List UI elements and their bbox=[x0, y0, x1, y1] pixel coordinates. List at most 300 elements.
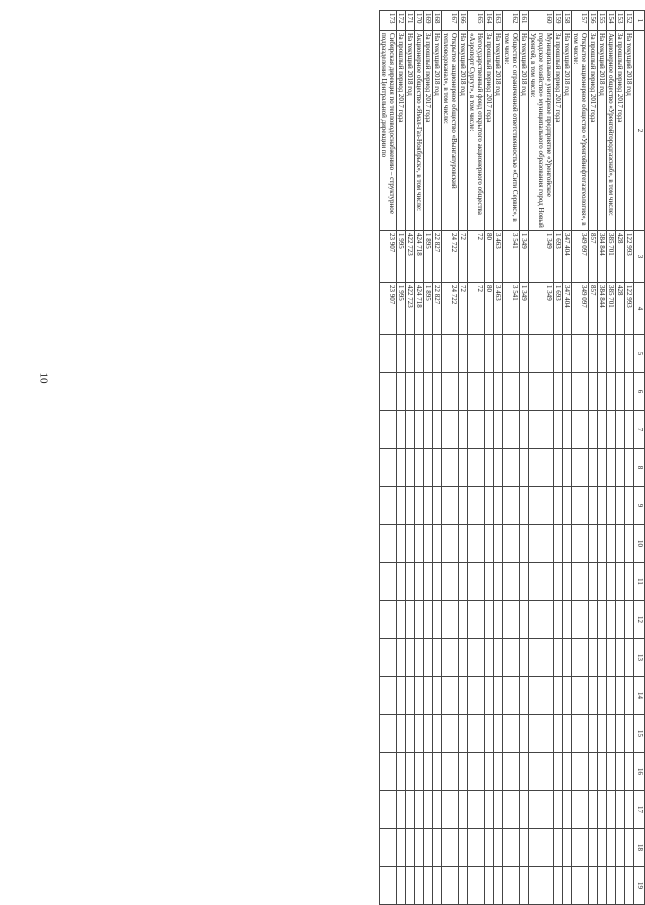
empty-cell bbox=[607, 487, 616, 525]
table-row bbox=[459, 11, 468, 905]
empty-cell bbox=[616, 487, 625, 525]
empty-cell bbox=[503, 335, 520, 373]
empty-cell bbox=[406, 563, 415, 601]
empty-cell bbox=[607, 639, 616, 677]
empty-cell bbox=[485, 829, 494, 867]
empty-cell bbox=[442, 753, 459, 791]
empty-cell bbox=[468, 867, 485, 905]
empty-cell bbox=[406, 411, 415, 449]
empty-cell bbox=[554, 715, 563, 753]
table-row bbox=[485, 11, 494, 905]
empty-cell bbox=[442, 373, 459, 411]
table-row bbox=[616, 11, 625, 905]
row-number: 172 bbox=[397, 11, 406, 31]
empty-cell bbox=[406, 449, 415, 487]
empty-cell bbox=[529, 487, 554, 525]
empty-cell bbox=[563, 677, 572, 715]
empty-cell bbox=[503, 639, 520, 677]
column-header: 15 bbox=[634, 715, 645, 753]
empty-cell bbox=[563, 715, 572, 753]
empty-cell bbox=[397, 563, 406, 601]
empty-cell bbox=[485, 449, 494, 487]
empty-cell bbox=[572, 601, 589, 639]
empty-cell bbox=[397, 411, 406, 449]
empty-cell bbox=[554, 563, 563, 601]
empty-cell bbox=[520, 753, 529, 791]
empty-cell bbox=[415, 525, 424, 563]
empty-cell bbox=[572, 487, 589, 525]
empty-cell bbox=[433, 753, 442, 791]
empty-cell bbox=[459, 753, 468, 791]
empty-cell bbox=[459, 639, 468, 677]
value-col4: 347 404 bbox=[563, 283, 572, 335]
value-col3: 1 349 bbox=[520, 231, 529, 283]
empty-cell bbox=[380, 373, 397, 411]
empty-cell bbox=[442, 335, 459, 373]
table-row bbox=[589, 11, 598, 905]
empty-cell bbox=[485, 373, 494, 411]
empty-cell bbox=[415, 563, 424, 601]
empty-cell bbox=[520, 677, 529, 715]
empty-cell bbox=[485, 867, 494, 905]
value-col4: 384 844 bbox=[598, 283, 607, 335]
empty-cell bbox=[459, 411, 468, 449]
empty-cell bbox=[494, 487, 503, 525]
empty-cell bbox=[589, 639, 598, 677]
empty-cell bbox=[563, 639, 572, 677]
value-col4: 3 541 bbox=[503, 283, 520, 335]
empty-cell bbox=[572, 867, 589, 905]
empty-cell bbox=[485, 335, 494, 373]
empty-cell bbox=[424, 829, 433, 867]
empty-cell bbox=[554, 411, 563, 449]
empty-cell bbox=[485, 715, 494, 753]
row-number: 162 bbox=[503, 11, 520, 31]
empty-cell bbox=[468, 373, 485, 411]
empty-cell bbox=[598, 867, 607, 905]
column-header: 6 bbox=[634, 373, 645, 411]
empty-cell bbox=[554, 867, 563, 905]
empty-cell bbox=[554, 373, 563, 411]
empty-cell bbox=[589, 373, 598, 411]
empty-cell bbox=[494, 373, 503, 411]
empty-cell bbox=[520, 563, 529, 601]
empty-cell bbox=[415, 753, 424, 791]
empty-cell bbox=[554, 753, 563, 791]
value-col4: 1 895 bbox=[424, 283, 433, 335]
empty-cell bbox=[485, 411, 494, 449]
row-number: 169 bbox=[424, 11, 433, 31]
empty-cell bbox=[380, 601, 397, 639]
empty-cell bbox=[406, 677, 415, 715]
empty-cell bbox=[485, 487, 494, 525]
empty-cell bbox=[589, 677, 598, 715]
empty-cell bbox=[616, 639, 625, 677]
empty-cell bbox=[554, 677, 563, 715]
empty-cell bbox=[529, 753, 554, 791]
empty-cell bbox=[468, 639, 485, 677]
empty-cell bbox=[520, 373, 529, 411]
value-col4: 385 701 bbox=[607, 283, 616, 335]
empty-cell bbox=[380, 335, 397, 373]
empty-cell bbox=[397, 867, 406, 905]
empty-cell bbox=[468, 753, 485, 791]
value-col3: 424 718 bbox=[415, 231, 424, 283]
empty-cell bbox=[529, 601, 554, 639]
empty-cell bbox=[380, 791, 397, 829]
data-table bbox=[379, 10, 645, 905]
row-number: 171 bbox=[406, 11, 415, 31]
empty-cell bbox=[459, 677, 468, 715]
empty-cell bbox=[529, 449, 554, 487]
empty-cell bbox=[529, 639, 554, 677]
empty-cell bbox=[459, 715, 468, 753]
value-col3: 22 827 bbox=[433, 231, 442, 283]
empty-cell bbox=[598, 715, 607, 753]
empty-cell bbox=[598, 753, 607, 791]
empty-cell bbox=[503, 449, 520, 487]
empty-cell bbox=[607, 867, 616, 905]
empty-cell bbox=[625, 601, 634, 639]
empty-cell bbox=[380, 677, 397, 715]
empty-cell bbox=[598, 335, 607, 373]
empty-cell bbox=[424, 525, 433, 563]
row-number: 157 bbox=[572, 11, 589, 31]
table-row bbox=[607, 11, 616, 905]
empty-cell bbox=[554, 829, 563, 867]
column-header: 11 bbox=[634, 563, 645, 601]
empty-cell bbox=[625, 449, 634, 487]
column-header: 3 bbox=[634, 231, 645, 283]
value-col3: 1 693 bbox=[554, 231, 563, 283]
empty-cell bbox=[485, 753, 494, 791]
empty-cell bbox=[380, 411, 397, 449]
value-col3: 3 463 bbox=[494, 231, 503, 283]
empty-cell bbox=[572, 829, 589, 867]
empty-cell bbox=[572, 525, 589, 563]
empty-cell bbox=[459, 867, 468, 905]
empty-cell bbox=[494, 449, 503, 487]
row-number: 168 bbox=[433, 11, 442, 31]
empty-cell bbox=[459, 335, 468, 373]
empty-cell bbox=[598, 639, 607, 677]
empty-cell bbox=[607, 829, 616, 867]
empty-cell bbox=[607, 449, 616, 487]
value-col3: 1 995 bbox=[397, 231, 406, 283]
empty-cell bbox=[563, 449, 572, 487]
value-col4: 122 993 bbox=[625, 283, 634, 335]
empty-cell bbox=[442, 601, 459, 639]
empty-cell bbox=[433, 791, 442, 829]
column-header: 16 bbox=[634, 753, 645, 791]
empty-cell bbox=[380, 563, 397, 601]
table-row bbox=[494, 11, 503, 905]
empty-cell bbox=[616, 677, 625, 715]
empty-cell bbox=[433, 411, 442, 449]
empty-cell bbox=[529, 525, 554, 563]
column-header: 8 bbox=[634, 449, 645, 487]
page-number: 10 bbox=[37, 372, 50, 384]
empty-cell bbox=[459, 373, 468, 411]
table-row bbox=[406, 11, 415, 905]
empty-cell bbox=[589, 829, 598, 867]
row-name: На текущий 2018 год bbox=[520, 31, 529, 231]
row-number: 166 bbox=[459, 11, 468, 31]
empty-cell bbox=[494, 335, 503, 373]
empty-cell bbox=[424, 373, 433, 411]
empty-cell bbox=[397, 601, 406, 639]
empty-cell bbox=[415, 639, 424, 677]
empty-cell bbox=[494, 677, 503, 715]
table-row bbox=[433, 11, 442, 905]
empty-cell bbox=[589, 791, 598, 829]
empty-cell bbox=[485, 677, 494, 715]
value-col4: 1 995 bbox=[397, 283, 406, 335]
value-col3: 1 895 bbox=[424, 231, 433, 283]
empty-cell bbox=[572, 677, 589, 715]
empty-cell bbox=[625, 563, 634, 601]
row-number: 167 bbox=[442, 11, 459, 31]
value-col3: 349 097 bbox=[572, 231, 589, 283]
empty-cell bbox=[406, 867, 415, 905]
empty-cell bbox=[589, 715, 598, 753]
empty-cell bbox=[494, 563, 503, 601]
empty-cell bbox=[529, 677, 554, 715]
empty-cell bbox=[589, 563, 598, 601]
empty-cell bbox=[607, 677, 616, 715]
value-col4: 1 349 bbox=[529, 283, 554, 335]
empty-cell bbox=[415, 677, 424, 715]
empty-cell bbox=[589, 867, 598, 905]
column-header: 12 bbox=[634, 601, 645, 639]
empty-cell bbox=[625, 639, 634, 677]
row-name: Открытое акционерное общество «Вынгапуровский тепловодоканал», в том числе: bbox=[442, 31, 459, 231]
empty-cell bbox=[607, 335, 616, 373]
empty-cell bbox=[503, 563, 520, 601]
empty-cell bbox=[494, 525, 503, 563]
empty-cell bbox=[589, 753, 598, 791]
empty-cell bbox=[494, 411, 503, 449]
empty-cell bbox=[554, 335, 563, 373]
row-name: За прошлый период 2017 года bbox=[485, 31, 494, 231]
empty-cell bbox=[503, 601, 520, 639]
empty-cell bbox=[424, 677, 433, 715]
empty-cell bbox=[503, 829, 520, 867]
empty-cell bbox=[625, 525, 634, 563]
empty-cell bbox=[424, 639, 433, 677]
empty-cell bbox=[598, 601, 607, 639]
empty-cell bbox=[433, 525, 442, 563]
table-row bbox=[415, 11, 424, 905]
value-col4: 72 bbox=[459, 283, 468, 335]
empty-cell bbox=[494, 791, 503, 829]
row-number: 165 bbox=[468, 11, 485, 31]
empty-cell bbox=[424, 791, 433, 829]
header-row bbox=[634, 11, 645, 905]
table-row bbox=[397, 11, 406, 905]
table-body bbox=[380, 11, 634, 905]
empty-cell bbox=[433, 867, 442, 905]
row-number: 159 bbox=[554, 11, 563, 31]
value-col3: 422 723 bbox=[406, 231, 415, 283]
empty-cell bbox=[607, 411, 616, 449]
row-name: На текущий 2018 год bbox=[494, 31, 503, 231]
empty-cell bbox=[607, 601, 616, 639]
empty-cell bbox=[503, 411, 520, 449]
empty-cell bbox=[607, 753, 616, 791]
empty-cell bbox=[598, 525, 607, 563]
empty-cell bbox=[459, 829, 468, 867]
row-name: Общество с ограниченной ответственностью «Сити Сервис», в том числе: bbox=[503, 31, 520, 231]
empty-cell bbox=[468, 829, 485, 867]
empty-cell bbox=[468, 335, 485, 373]
empty-cell bbox=[625, 791, 634, 829]
value-col3: 72 bbox=[459, 231, 468, 283]
empty-cell bbox=[494, 639, 503, 677]
empty-cell bbox=[589, 601, 598, 639]
table-row bbox=[572, 11, 589, 905]
empty-cell bbox=[572, 335, 589, 373]
empty-cell bbox=[442, 487, 459, 525]
value-col4: 72 bbox=[468, 283, 485, 335]
value-col3: 24 722 bbox=[442, 231, 459, 283]
empty-cell bbox=[397, 373, 406, 411]
empty-cell bbox=[397, 639, 406, 677]
empty-cell bbox=[433, 601, 442, 639]
empty-cell bbox=[380, 639, 397, 677]
empty-cell bbox=[598, 449, 607, 487]
empty-cell bbox=[397, 791, 406, 829]
empty-cell bbox=[563, 373, 572, 411]
empty-cell bbox=[598, 373, 607, 411]
empty-cell bbox=[468, 525, 485, 563]
column-header: 7 bbox=[634, 411, 645, 449]
row-number: 155 bbox=[598, 11, 607, 31]
column-header: 14 bbox=[634, 677, 645, 715]
empty-cell bbox=[442, 411, 459, 449]
value-col3: 122 993 bbox=[625, 231, 634, 283]
value-col4: 3 463 bbox=[494, 283, 503, 335]
empty-cell bbox=[397, 449, 406, 487]
empty-cell bbox=[520, 601, 529, 639]
row-number: 156 bbox=[589, 11, 598, 31]
empty-cell bbox=[468, 601, 485, 639]
empty-cell bbox=[468, 411, 485, 449]
empty-cell bbox=[572, 411, 589, 449]
empty-cell bbox=[554, 525, 563, 563]
row-name: За прошлый период 2017 года bbox=[589, 31, 598, 231]
empty-cell bbox=[625, 487, 634, 525]
empty-cell bbox=[415, 411, 424, 449]
empty-cell bbox=[468, 563, 485, 601]
table-row bbox=[468, 11, 485, 905]
row-number: 154 bbox=[607, 11, 616, 31]
empty-cell bbox=[406, 601, 415, 639]
empty-cell bbox=[520, 829, 529, 867]
empty-cell bbox=[589, 487, 598, 525]
row-name: На текущий 2018 год bbox=[563, 31, 572, 231]
empty-cell bbox=[406, 715, 415, 753]
empty-cell bbox=[616, 829, 625, 867]
table-row bbox=[563, 11, 572, 905]
empty-cell bbox=[598, 411, 607, 449]
empty-cell bbox=[616, 867, 625, 905]
value-col3: 347 404 bbox=[563, 231, 572, 283]
row-name: Негосударственный фонд открытого акционерного общества «Аэропорт Сургут», в том числе: bbox=[468, 31, 485, 231]
empty-cell bbox=[415, 829, 424, 867]
table-row bbox=[554, 11, 563, 905]
value-col3: 385 701 bbox=[607, 231, 616, 283]
empty-cell bbox=[563, 829, 572, 867]
empty-cell bbox=[406, 335, 415, 373]
empty-cell bbox=[415, 487, 424, 525]
empty-cell bbox=[616, 563, 625, 601]
empty-cell bbox=[529, 373, 554, 411]
empty-cell bbox=[494, 753, 503, 791]
empty-cell bbox=[520, 639, 529, 677]
empty-cell bbox=[572, 449, 589, 487]
value-col3: 428 bbox=[616, 231, 625, 283]
value-col3: 857 bbox=[589, 231, 598, 283]
empty-cell bbox=[433, 563, 442, 601]
empty-cell bbox=[424, 753, 433, 791]
empty-cell bbox=[433, 639, 442, 677]
empty-cell bbox=[424, 601, 433, 639]
row-name: Открытое акционерное общество «Уренгойнефтегазгеология», в том числе: bbox=[572, 31, 589, 231]
row-name: Акционерное общество «Ямал-Газ-Ноябрьск», в том числе: bbox=[415, 31, 424, 231]
empty-cell bbox=[616, 753, 625, 791]
row-name: На текущий 2018 год bbox=[459, 31, 468, 231]
empty-cell bbox=[424, 335, 433, 373]
empty-cell bbox=[406, 791, 415, 829]
table-row bbox=[442, 11, 459, 905]
value-col3: 23 907 bbox=[380, 231, 397, 283]
row-name: На текущий 2018 год bbox=[406, 31, 415, 231]
empty-cell bbox=[616, 715, 625, 753]
empty-cell bbox=[433, 829, 442, 867]
empty-cell bbox=[485, 791, 494, 829]
row-name: На текущий 2018 год bbox=[598, 31, 607, 231]
empty-cell bbox=[380, 487, 397, 525]
table-row bbox=[625, 11, 634, 905]
row-name: За прошлый период 2017 года bbox=[616, 31, 625, 231]
empty-cell bbox=[607, 525, 616, 563]
empty-cell bbox=[485, 525, 494, 563]
empty-cell bbox=[589, 411, 598, 449]
empty-cell bbox=[397, 753, 406, 791]
empty-cell bbox=[625, 715, 634, 753]
empty-cell bbox=[520, 525, 529, 563]
row-number: 170 bbox=[415, 11, 424, 31]
empty-cell bbox=[442, 677, 459, 715]
empty-cell bbox=[529, 829, 554, 867]
empty-cell bbox=[415, 791, 424, 829]
row-number: 161 bbox=[520, 11, 529, 31]
empty-cell bbox=[563, 525, 572, 563]
value-col4: 422 723 bbox=[406, 283, 415, 335]
value-col4: 349 097 bbox=[572, 283, 589, 335]
value-col4: 24 722 bbox=[442, 283, 459, 335]
empty-cell bbox=[433, 677, 442, 715]
column-header: 9 bbox=[634, 487, 645, 525]
empty-cell bbox=[572, 639, 589, 677]
empty-cell bbox=[589, 525, 598, 563]
value-col3: 72 bbox=[468, 231, 485, 283]
empty-cell bbox=[572, 563, 589, 601]
empty-cell bbox=[485, 601, 494, 639]
empty-cell bbox=[424, 411, 433, 449]
row-name: На текущий 2018 год bbox=[625, 31, 634, 231]
